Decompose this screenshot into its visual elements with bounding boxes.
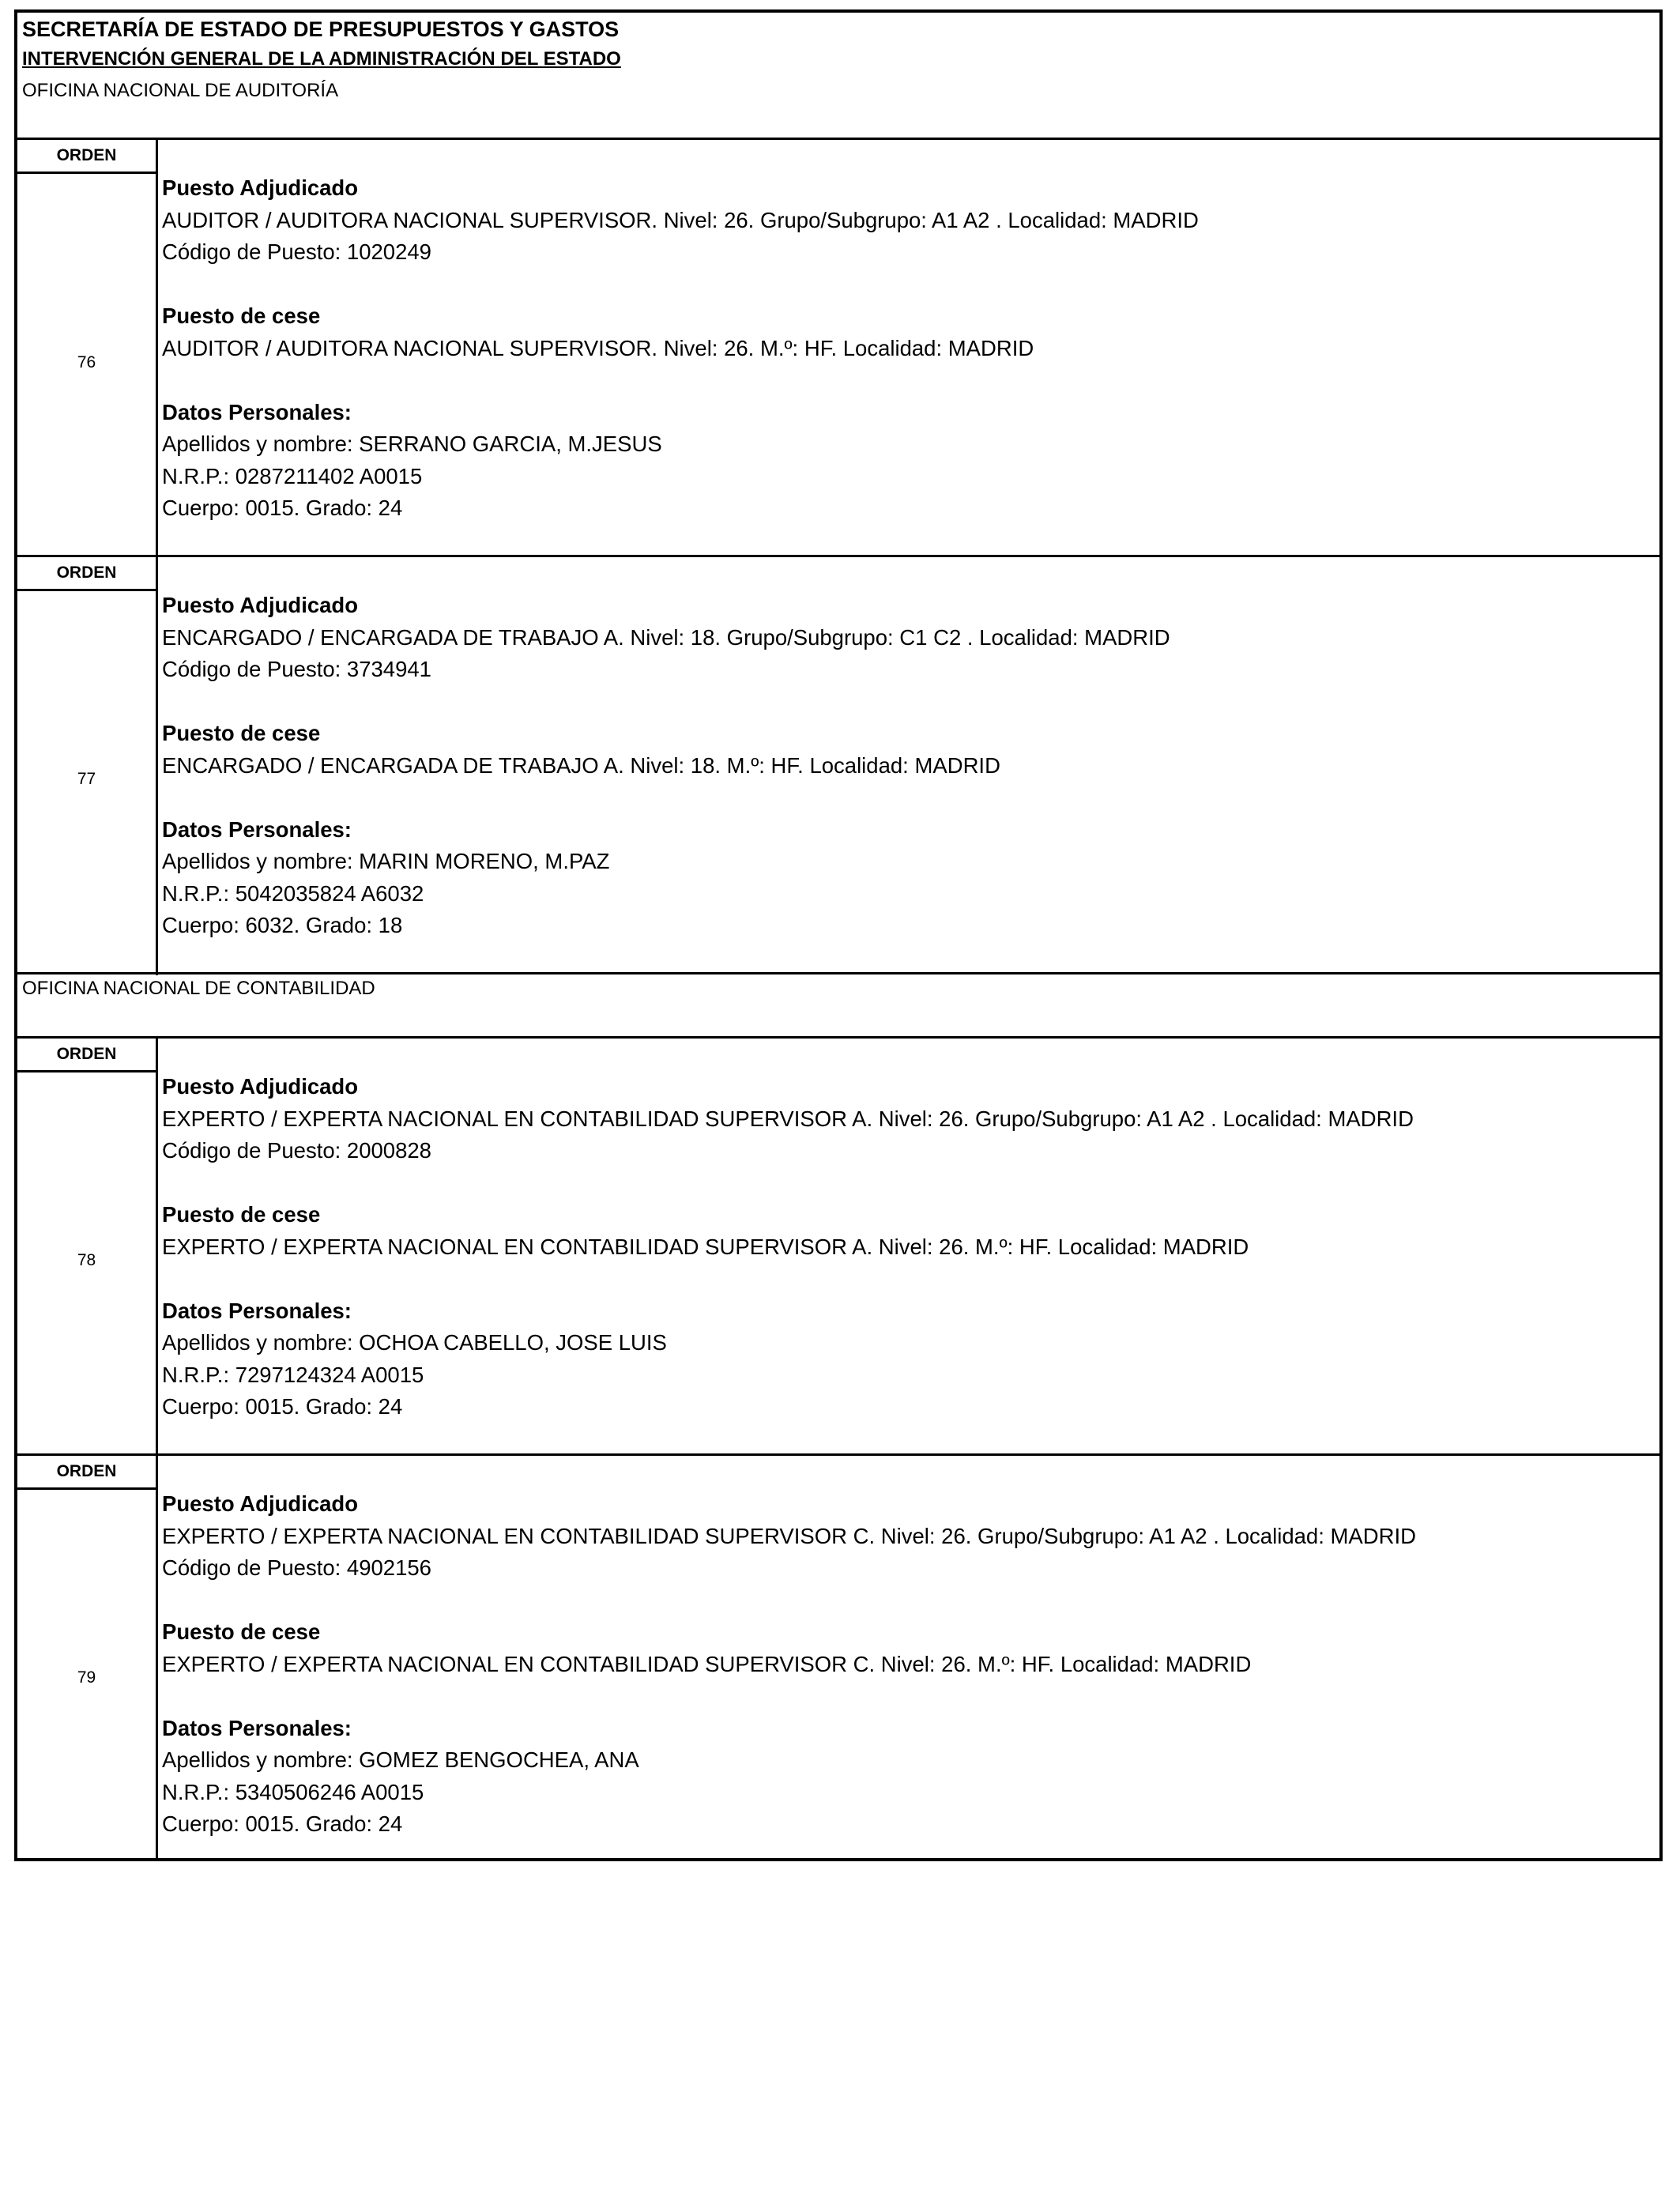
section-heading: Datos Personales: (162, 816, 352, 842)
divider (17, 1070, 156, 1072)
entry-line: EXPERTO / EXPERTA NACIONAL EN CONTABILIDAD SUPERVISOR C. Nivel: 26. M.º: HF. Localidad: MADRID (162, 1651, 1252, 1676)
spacer-line (162, 1585, 1652, 1617)
section-heading: Puesto Adjudicado (162, 593, 359, 617)
section-heading: Puesto de cese (162, 1202, 321, 1227)
spacer-line (162, 269, 1652, 301)
section-heading: Puesto de cese (162, 1619, 321, 1644)
entry-line: Apellidos y nombre: GOMEZ BENGOCHEA, ANA (162, 1747, 639, 1772)
office-heading-auditoria: OFICINA NACIONAL DE AUDITORÍA (22, 80, 339, 101)
spacer-line (162, 782, 1652, 814)
divider (17, 1036, 1659, 1039)
entry-line: AUDITOR / AUDITORA NACIONAL SUPERVISOR. Nivel: 26. Grupo/Subgrupo: A1 A2 . Localidad: MADRID (162, 207, 1199, 232)
orden-label: ORDEN (56, 146, 117, 164)
orden-number: 76 (77, 353, 96, 371)
spacer-line (162, 686, 1652, 718)
section-heading: Puesto de cese (162, 721, 321, 745)
divider (17, 589, 156, 591)
orden-number: 79 (77, 1668, 96, 1687)
entry-line: N.R.P.: 7297124324 A0015 (162, 1362, 424, 1387)
divider (17, 972, 1659, 974)
entry-line: AUDITOR / AUDITORA NACIONAL SUPERVISOR. Nivel: 26. M.º: HF. Localidad: MADRID (162, 335, 1034, 360)
section-heading: Datos Personales: (162, 1715, 352, 1740)
column-divider (156, 556, 158, 975)
entry-line: ENCARGADO / ENCARGADA DE TRABAJO A. Nivel: 18. Grupo/Subgrupo: C1 C2 . Localidad: MADRID (162, 624, 1170, 650)
entry-line: Código de Puesto: 1020249 (162, 239, 431, 264)
entry-line: Apellidos y nombre: OCHOA CABELLO, JOSE LUIS (162, 1330, 667, 1355)
entry-line: Código de Puesto: 3734941 (162, 657, 431, 681)
entry-line: Cuerpo: 0015. Grado: 24 (162, 1394, 403, 1419)
entry-line: Cuerpo: 0015. Grado: 24 (162, 1811, 403, 1836)
orden-label: ORDEN (56, 1462, 117, 1480)
spacer-line (162, 364, 1652, 397)
divider (17, 1487, 156, 1490)
department-title: SECRETARÍA DE ESTADO DE PRESUPUESTOS Y GASTOS (22, 17, 620, 41)
spacer-line (162, 1167, 1652, 1200)
divider (17, 555, 1659, 557)
entry-line: Cuerpo: 6032. Grado: 18 (162, 913, 403, 937)
entry-line: EXPERTO / EXPERTA NACIONAL EN CONTABILIDAD SUPERVISOR C. Nivel: 26. Grupo/Subgrupo: A1 A2 . Localidad: MADRID (162, 1523, 1416, 1548)
entry-line: ENCARGADO / ENCARGADA DE TRABAJO A. Nivel: 18. M.º: HF. Localidad: MADRID (162, 752, 1000, 778)
entry-line: Apellidos y nombre: SERRANO GARCIA, M.JESUS (162, 432, 662, 456)
entry-line: N.R.P.: 5042035824 A6032 (162, 880, 424, 906)
divider (17, 1453, 1659, 1456)
entry-line: Cuerpo: 0015. Grado: 24 (162, 496, 403, 520)
document-table (14, 9, 1663, 1861)
section-heading: Puesto Adjudicado (162, 1074, 359, 1099)
department-subtitle: INTERVENCIÓN GENERAL DE LA ADMINISTRACIÓN DEL ESTADO (22, 48, 621, 70)
section-heading: Puesto de cese (162, 303, 321, 328)
orden-label: ORDEN (56, 564, 117, 582)
column-divider (156, 1038, 158, 1457)
entry-line: N.R.P.: 5340506246 A0015 (162, 1779, 424, 1804)
spacer-line (162, 1263, 1652, 1295)
entry-line: Apellidos y nombre: MARIN MORENO, M.PAZ (162, 849, 610, 873)
divider (17, 138, 1659, 140)
section-heading: Puesto Adjudicado (162, 1491, 359, 1516)
entry-content (162, 1071, 1652, 1423)
entry-line: Código de Puesto: 4902156 (162, 1555, 431, 1580)
entry-content (162, 590, 1652, 942)
section-heading: Datos Personales: (162, 399, 352, 424)
entry-line: EXPERTO / EXPERTA NACIONAL EN CONTABILIDAD SUPERVISOR A. Nivel: 26. M.º: HF. Localidad: MADRID (162, 1234, 1249, 1259)
office-heading-contabilidad: OFICINA NACIONAL DE CONTABILIDAD (22, 978, 375, 999)
entry-line: Código de Puesto: 2000828 (162, 1138, 431, 1163)
entry-line: EXPERTO / EXPERTA NACIONAL EN CONTABILIDAD SUPERVISOR A. Nivel: 26. Grupo/Subgrupo: A1 A2 . Localidad: MADRID (162, 1106, 1414, 1131)
divider (17, 172, 156, 174)
orden-number: 78 (77, 1251, 96, 1269)
spacer-line (162, 1680, 1652, 1713)
column-divider (156, 139, 158, 558)
column-divider (156, 1455, 158, 1858)
entry-content (162, 1488, 1652, 1841)
entry-content (162, 172, 1652, 525)
orden-number: 77 (77, 770, 96, 788)
entry-line: N.R.P.: 0287211402 A0015 (162, 463, 423, 488)
orden-label: ORDEN (56, 1045, 117, 1063)
section-heading: Datos Personales: (162, 1298, 352, 1323)
section-heading: Puesto Adjudicado (162, 175, 359, 200)
